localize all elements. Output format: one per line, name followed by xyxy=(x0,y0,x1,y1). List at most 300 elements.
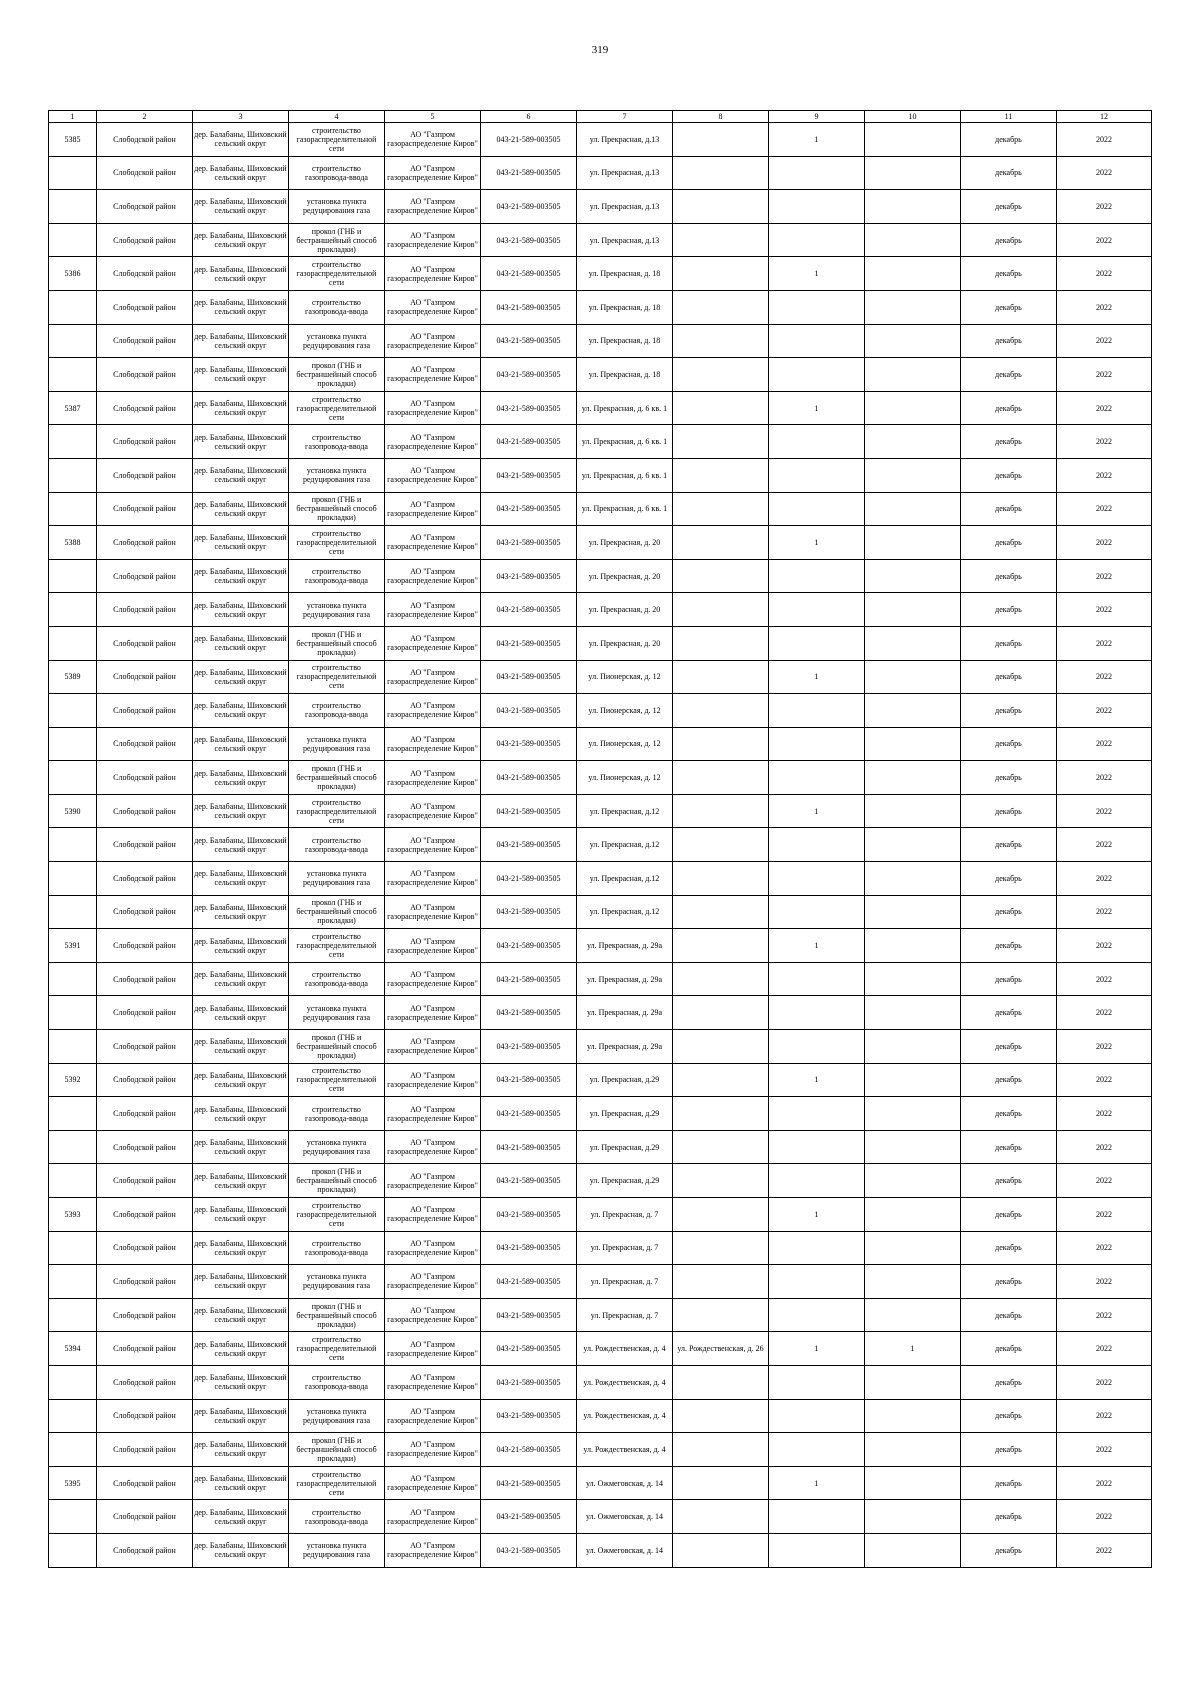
work-type-cell xyxy=(289,1063,385,1097)
month-cell xyxy=(961,1097,1057,1131)
year-cell-text: 2022 xyxy=(1096,168,1112,178)
code-cell xyxy=(481,1164,577,1198)
month-cell xyxy=(961,156,1057,190)
work-type-cell xyxy=(289,391,385,425)
code-cell-text: 043-21-589-003505 xyxy=(496,1041,561,1051)
code-cell xyxy=(481,324,577,358)
district-cell xyxy=(97,1332,193,1366)
year-cell-text: 2022 xyxy=(1096,773,1112,783)
table-row xyxy=(49,593,1152,627)
organization-cell-text: АО "Газпром газораспределение Киров" xyxy=(387,1541,478,1560)
organization-cell xyxy=(385,694,481,728)
district-cell xyxy=(97,761,193,795)
locality-cell-text: дер. Балабаны, Шиховский сельский округ xyxy=(194,1037,287,1056)
count-cell xyxy=(769,358,865,392)
count-cell xyxy=(769,626,865,660)
column-header-3: 3 xyxy=(193,111,289,123)
code-cell xyxy=(481,862,577,896)
year-cell xyxy=(1057,1130,1152,1164)
work-type-cell xyxy=(289,1298,385,1332)
year-cell-text: 2022 xyxy=(1096,672,1112,682)
work-type-cell-text: строительство газораспределительной сети xyxy=(296,260,377,288)
year-cell xyxy=(1057,1097,1152,1131)
count-2-cell xyxy=(865,391,961,425)
row-number-cell xyxy=(49,660,97,694)
code-cell-text: 043-21-589-003505 xyxy=(496,739,561,749)
organization-cell-text: АО "Газпром газораспределение Киров" xyxy=(387,1339,478,1358)
work-type-cell-text: прокол (ГНБ и бестраншейный способ прокладки) xyxy=(296,898,377,926)
year-cell-text: 2022 xyxy=(1096,1142,1112,1152)
organization-cell-text: АО "Газпром газораспределение Киров" xyxy=(387,298,478,317)
year-cell-text: 2022 xyxy=(1096,1276,1112,1286)
address-cell xyxy=(577,324,673,358)
district-cell xyxy=(97,660,193,694)
work-type-cell xyxy=(289,559,385,593)
month-cell xyxy=(961,1500,1057,1534)
code-cell-text: 043-21-589-003505 xyxy=(496,1109,561,1119)
locality-cell xyxy=(193,1130,289,1164)
table-row xyxy=(49,1399,1152,1433)
count-cell xyxy=(769,156,865,190)
count-cell xyxy=(769,526,865,560)
locality-cell-text: дер. Балабаны, Шиховский сельский округ xyxy=(194,1272,287,1291)
locality-cell-text: дер. Балабаны, Шиховский сельский округ xyxy=(194,567,287,586)
count-2-cell xyxy=(865,257,961,291)
district-cell xyxy=(97,1063,193,1097)
address-cell xyxy=(577,996,673,1030)
work-type-cell xyxy=(289,828,385,862)
district-cell-text: Слободской район xyxy=(113,941,176,951)
row-number-cell xyxy=(49,1500,97,1534)
year-cell-text: 2022 xyxy=(1096,605,1112,615)
month-cell-text: декабрь xyxy=(995,302,1022,312)
year-cell-text: 2022 xyxy=(1096,941,1112,951)
address-cell xyxy=(577,190,673,224)
month-cell xyxy=(961,492,1057,526)
locality-cell-text: дер. Балабаны, Шиховский сельский округ xyxy=(194,1440,287,1459)
address-cell xyxy=(577,123,673,157)
month-cell xyxy=(961,962,1057,996)
year-cell xyxy=(1057,895,1152,929)
work-type-cell xyxy=(289,290,385,324)
locality-cell xyxy=(193,526,289,560)
district-cell-text: Слободской район xyxy=(113,773,176,783)
year-cell-text: 2022 xyxy=(1096,1310,1112,1320)
work-type-cell xyxy=(289,1164,385,1198)
organization-cell-text: АО "Газпром газораспределение Киров" xyxy=(387,1474,478,1493)
organization-cell-text: АО "Газпром газораспределение Киров" xyxy=(387,1272,478,1291)
row-number-cell xyxy=(49,1198,97,1232)
locality-cell-text: дер. Балабаны, Шиховский сельский округ xyxy=(194,499,287,518)
code-cell-text: 043-21-589-003505 xyxy=(496,1276,561,1286)
code-cell xyxy=(481,962,577,996)
year-cell-text: 2022 xyxy=(1096,1512,1112,1522)
year-cell-text: 2022 xyxy=(1096,134,1112,144)
month-cell-text: декабрь xyxy=(995,1243,1022,1253)
count-cell xyxy=(769,1399,865,1433)
address-cell xyxy=(577,1365,673,1399)
locality-cell xyxy=(193,290,289,324)
address-cell xyxy=(577,727,673,761)
year-cell-text: 2022 xyxy=(1096,369,1112,379)
extra-address-cell xyxy=(673,761,769,795)
organization-cell xyxy=(385,1130,481,1164)
year-cell-text: 2022 xyxy=(1096,840,1112,850)
year-cell-text: 2022 xyxy=(1096,504,1112,514)
work-type-cell-text: строительство газораспределительной сети xyxy=(296,1066,377,1094)
district-cell xyxy=(97,559,193,593)
extra-address-cell xyxy=(673,559,769,593)
year-cell-text: 2022 xyxy=(1096,1008,1112,1018)
year-cell xyxy=(1057,962,1152,996)
year-cell xyxy=(1057,391,1152,425)
organization-cell-text: АО "Газпром газораспределение Киров" xyxy=(387,1440,478,1459)
organization-cell xyxy=(385,962,481,996)
month-cell xyxy=(961,123,1057,157)
document-table xyxy=(48,110,1152,1568)
work-type-cell-text: строительство газопровода-ввода xyxy=(305,298,368,317)
work-type-cell xyxy=(289,593,385,627)
year-cell-text: 2022 xyxy=(1096,638,1112,648)
code-cell-text: 043-21-589-003505 xyxy=(496,873,561,883)
work-type-cell xyxy=(289,660,385,694)
year-cell-text: 2022 xyxy=(1096,1176,1112,1186)
code-cell xyxy=(481,727,577,761)
extra-address-cell xyxy=(673,996,769,1030)
address-cell xyxy=(577,1298,673,1332)
year-cell xyxy=(1057,694,1152,728)
district-cell xyxy=(97,1130,193,1164)
count-2-cell xyxy=(865,358,961,392)
locality-cell xyxy=(193,257,289,291)
organization-cell xyxy=(385,1500,481,1534)
district-cell-text: Слободской район xyxy=(113,672,176,682)
address-cell xyxy=(577,694,673,728)
work-type-cell-text: установка пункта редуцирования газа xyxy=(302,1138,371,1157)
address-cell-text: ул. Пионерская, д. 12 xyxy=(588,773,661,783)
work-type-cell-text: строительство газораспределительной сети xyxy=(296,663,377,691)
organization-cell-text: АО "Газпром газораспределение Киров" xyxy=(387,466,478,485)
extra-address-cell xyxy=(673,660,769,694)
organization-cell-text: АО "Газпром газораспределение Киров" xyxy=(387,970,478,989)
column-header-11: 11 xyxy=(961,111,1057,123)
code-cell-text: 043-21-589-003505 xyxy=(496,638,561,648)
table-row xyxy=(49,156,1152,190)
locality-cell xyxy=(193,660,289,694)
code-cell xyxy=(481,190,577,224)
district-cell-text: Слободской район xyxy=(113,1545,176,1555)
month-cell xyxy=(961,559,1057,593)
count-2-cell xyxy=(865,526,961,560)
district-cell-text: Слободской район xyxy=(113,806,176,816)
district-cell xyxy=(97,391,193,425)
locality-cell xyxy=(193,1332,289,1366)
column-header-1: 1 xyxy=(49,111,97,123)
work-type-cell-text: строительство газораспределительной сети xyxy=(296,797,377,825)
month-cell-text: декабрь xyxy=(995,1411,1022,1421)
locality-cell-text: дер. Балабаны, Шиховский сельский округ xyxy=(194,197,287,216)
row-number-cell xyxy=(49,1533,97,1567)
code-cell xyxy=(481,559,577,593)
row-number-cell xyxy=(49,1365,97,1399)
code-cell-text: 043-21-589-003505 xyxy=(496,1008,561,1018)
locality-cell xyxy=(193,1265,289,1299)
count-2-cell xyxy=(865,694,961,728)
extra-address-cell xyxy=(673,1063,769,1097)
year-cell-text: 2022 xyxy=(1096,739,1112,749)
month-cell-text: декабрь xyxy=(995,168,1022,178)
count-cell xyxy=(769,929,865,963)
address-cell-text: ул. Прекрасная, д. 20 xyxy=(588,605,661,615)
work-type-cell xyxy=(289,156,385,190)
year-cell xyxy=(1057,828,1152,862)
work-type-cell xyxy=(289,761,385,795)
locality-cell-text: дер. Балабаны, Шиховский сельский округ xyxy=(194,1070,287,1089)
month-cell-text: декабрь xyxy=(995,773,1022,783)
count-2-cell xyxy=(865,1298,961,1332)
locality-cell xyxy=(193,1365,289,1399)
count-cell xyxy=(769,425,865,459)
month-cell-text: декабрь xyxy=(995,1109,1022,1119)
month-cell-text: декабрь xyxy=(995,974,1022,984)
organization-cell xyxy=(385,895,481,929)
count-2-cell xyxy=(865,1164,961,1198)
code-cell-text: 043-21-589-003505 xyxy=(496,336,561,346)
work-type-cell-text: установка пункта редуцирования газа xyxy=(302,197,371,216)
address-cell xyxy=(577,929,673,963)
count-2-cell xyxy=(865,1130,961,1164)
work-type-cell-text: установка пункта редуцирования газа xyxy=(302,1003,371,1022)
count-2-cell xyxy=(865,190,961,224)
row-number-cell xyxy=(49,1130,97,1164)
count-2-cell xyxy=(865,1332,961,1366)
district-cell xyxy=(97,358,193,392)
locality-cell xyxy=(193,1298,289,1332)
work-type-cell-text: строительство газораспределительной сети xyxy=(296,1469,377,1497)
work-type-cell-text: строительство газопровода-ввода xyxy=(305,1104,368,1123)
work-type-cell xyxy=(289,1533,385,1567)
count-2-cell xyxy=(865,425,961,459)
table-row xyxy=(49,391,1152,425)
work-type-cell-text: установка пункта редуцирования газа xyxy=(302,600,371,619)
organization-cell-text: АО "Газпром газораспределение Киров" xyxy=(387,1306,478,1325)
extra-address-cell xyxy=(673,1198,769,1232)
extra-address-cell xyxy=(673,694,769,728)
locality-cell-text: дер. Балабаны, Шиховский сельский округ xyxy=(194,1238,287,1257)
district-cell xyxy=(97,1097,193,1131)
address-cell xyxy=(577,1231,673,1265)
extra-address-cell xyxy=(673,1231,769,1265)
table-row xyxy=(49,123,1152,157)
month-cell-text: декабрь xyxy=(995,201,1022,211)
code-cell xyxy=(481,1030,577,1064)
count-2-cell xyxy=(865,593,961,627)
organization-cell-text: АО "Газпром газораспределение Киров" xyxy=(387,1138,478,1157)
month-cell xyxy=(961,1265,1057,1299)
work-type-cell xyxy=(289,794,385,828)
code-cell-text: 043-21-589-003505 xyxy=(496,1545,561,1555)
code-cell xyxy=(481,156,577,190)
count-2-cell xyxy=(865,1198,961,1232)
count-2-cell xyxy=(865,660,961,694)
code-cell xyxy=(481,290,577,324)
address-cell xyxy=(577,1097,673,1131)
row-number-cell xyxy=(49,223,97,257)
column-header-9: 9 xyxy=(769,111,865,123)
organization-cell-text: АО "Газпром газораспределение Киров" xyxy=(387,1373,478,1392)
district-cell-text: Слободской район xyxy=(113,1041,176,1051)
code-cell xyxy=(481,1332,577,1366)
organization-cell xyxy=(385,324,481,358)
address-cell xyxy=(577,391,673,425)
organization-cell xyxy=(385,1433,481,1467)
table-row xyxy=(49,1433,1152,1467)
work-type-cell-text: строительство газопровода-ввода xyxy=(305,567,368,586)
extra-address-cell xyxy=(673,458,769,492)
code-cell xyxy=(481,660,577,694)
count-cell xyxy=(769,1030,865,1064)
district-cell xyxy=(97,828,193,862)
extra-address-cell xyxy=(673,526,769,560)
code-cell-text: 043-21-589-003505 xyxy=(496,1411,561,1421)
year-cell-text: 2022 xyxy=(1096,1075,1112,1085)
count-cell-text: 1 xyxy=(814,1075,819,1085)
work-type-cell-text: строительство газопровода-ввода xyxy=(305,835,368,854)
work-type-cell xyxy=(289,694,385,728)
code-cell xyxy=(481,1433,577,1467)
organization-cell xyxy=(385,794,481,828)
year-cell xyxy=(1057,593,1152,627)
month-cell xyxy=(961,190,1057,224)
address-cell-text: ул. Прекрасная, д. 7 xyxy=(590,1310,659,1320)
month-cell xyxy=(961,929,1057,963)
locality-cell-text: дер. Балабаны, Шиховский сельский округ xyxy=(194,533,287,552)
row-number-cell xyxy=(49,1332,97,1366)
code-cell-text: 043-21-589-003505 xyxy=(496,941,561,951)
address-cell xyxy=(577,526,673,560)
month-cell-text: декабрь xyxy=(995,1512,1022,1522)
locality-cell-text: дер. Балабаны, Шиховский сельский округ xyxy=(194,634,287,653)
locality-cell xyxy=(193,1231,289,1265)
row-number-cell xyxy=(49,1298,97,1332)
year-cell xyxy=(1057,626,1152,660)
code-cell-text: 043-21-589-003505 xyxy=(496,1444,561,1454)
row-number-cell-text: 5390 xyxy=(64,806,81,816)
extra-address-cell xyxy=(673,290,769,324)
count-cell-text: 1 xyxy=(814,403,819,413)
column-header-12: 12 xyxy=(1057,111,1152,123)
table-row xyxy=(49,828,1152,862)
code-cell-text: 043-21-589-003505 xyxy=(496,1176,561,1186)
row-number-cell xyxy=(49,526,97,560)
organization-cell xyxy=(385,223,481,257)
row-number-cell-text: 5392 xyxy=(64,1075,81,1085)
year-cell-text: 2022 xyxy=(1096,235,1112,245)
extra-address-cell xyxy=(673,794,769,828)
district-cell xyxy=(97,1265,193,1299)
organization-cell-text: АО "Газпром газораспределение Киров" xyxy=(387,1205,478,1224)
count-2-cell xyxy=(865,156,961,190)
column-header-6: 6 xyxy=(481,111,577,123)
district-cell xyxy=(97,1500,193,1534)
month-cell xyxy=(961,1063,1057,1097)
table-row xyxy=(49,1030,1152,1064)
year-cell xyxy=(1057,1433,1152,1467)
work-type-cell xyxy=(289,324,385,358)
address-cell xyxy=(577,1500,673,1534)
year-cell-text: 2022 xyxy=(1096,1109,1112,1119)
district-cell xyxy=(97,1030,193,1064)
locality-cell-text: дер. Балабаны, Шиховский сельский округ xyxy=(194,1541,287,1560)
extra-address-cell xyxy=(673,1130,769,1164)
column-number-row xyxy=(49,111,1152,123)
organization-cell-text: АО "Газпром газораспределение Киров" xyxy=(387,197,478,216)
locality-cell xyxy=(193,1063,289,1097)
extra-address-cell xyxy=(673,123,769,157)
row-number-cell xyxy=(49,257,97,291)
table-row xyxy=(49,1365,1152,1399)
table-row xyxy=(49,660,1152,694)
work-type-cell xyxy=(289,1399,385,1433)
extra-address-cell xyxy=(673,1433,769,1467)
code-cell xyxy=(481,1130,577,1164)
district-cell xyxy=(97,1298,193,1332)
organization-cell xyxy=(385,290,481,324)
address-cell xyxy=(577,1433,673,1467)
row-number-cell xyxy=(49,761,97,795)
organization-cell-text: АО "Газпром газораспределение Киров" xyxy=(387,163,478,182)
count-cell xyxy=(769,1164,865,1198)
district-cell xyxy=(97,1198,193,1232)
address-cell xyxy=(577,458,673,492)
district-cell xyxy=(97,1399,193,1433)
count-cell xyxy=(769,1332,865,1366)
month-cell xyxy=(961,391,1057,425)
code-cell xyxy=(481,526,577,560)
work-type-cell xyxy=(289,1500,385,1534)
extra-address-cell xyxy=(673,626,769,660)
code-cell xyxy=(481,996,577,1030)
district-cell-text: Слободской район xyxy=(113,638,176,648)
column-header-5: 5 xyxy=(385,111,481,123)
locality-cell-text: дер. Балабаны, Шиховский сельский округ xyxy=(194,701,287,720)
address-cell-text: ул. Рождественская, д. 4 xyxy=(583,1411,666,1421)
locality-cell-text: дер. Балабаны, Шиховский сельский округ xyxy=(194,1138,287,1157)
row-number-cell xyxy=(49,123,97,157)
locality-cell xyxy=(193,190,289,224)
locality-cell-text: дер. Балабаны, Шиховский сельский округ xyxy=(194,1104,287,1123)
work-type-cell-text: строительство газораспределительной сети xyxy=(296,1335,377,1363)
locality-cell xyxy=(193,559,289,593)
year-cell-text: 2022 xyxy=(1096,403,1112,413)
district-cell xyxy=(97,526,193,560)
organization-cell xyxy=(385,727,481,761)
locality-cell xyxy=(193,895,289,929)
row-number-cell xyxy=(49,862,97,896)
organization-cell xyxy=(385,1063,481,1097)
row-number-cell-text: 5387 xyxy=(64,403,81,413)
work-type-cell xyxy=(289,727,385,761)
month-cell-text: декабрь xyxy=(995,537,1022,547)
locality-cell-text: дер. Балабаны, Шиховский сельский округ xyxy=(194,1171,287,1190)
month-cell xyxy=(961,257,1057,291)
month-cell-text: декабрь xyxy=(995,941,1022,951)
locality-cell-text: дер. Балабаны, Шиховский сельский округ xyxy=(194,936,287,955)
code-cell-text: 043-21-589-003505 xyxy=(496,470,561,480)
organization-cell xyxy=(385,1030,481,1064)
month-cell-text: декабрь xyxy=(995,504,1022,514)
count-cell xyxy=(769,559,865,593)
